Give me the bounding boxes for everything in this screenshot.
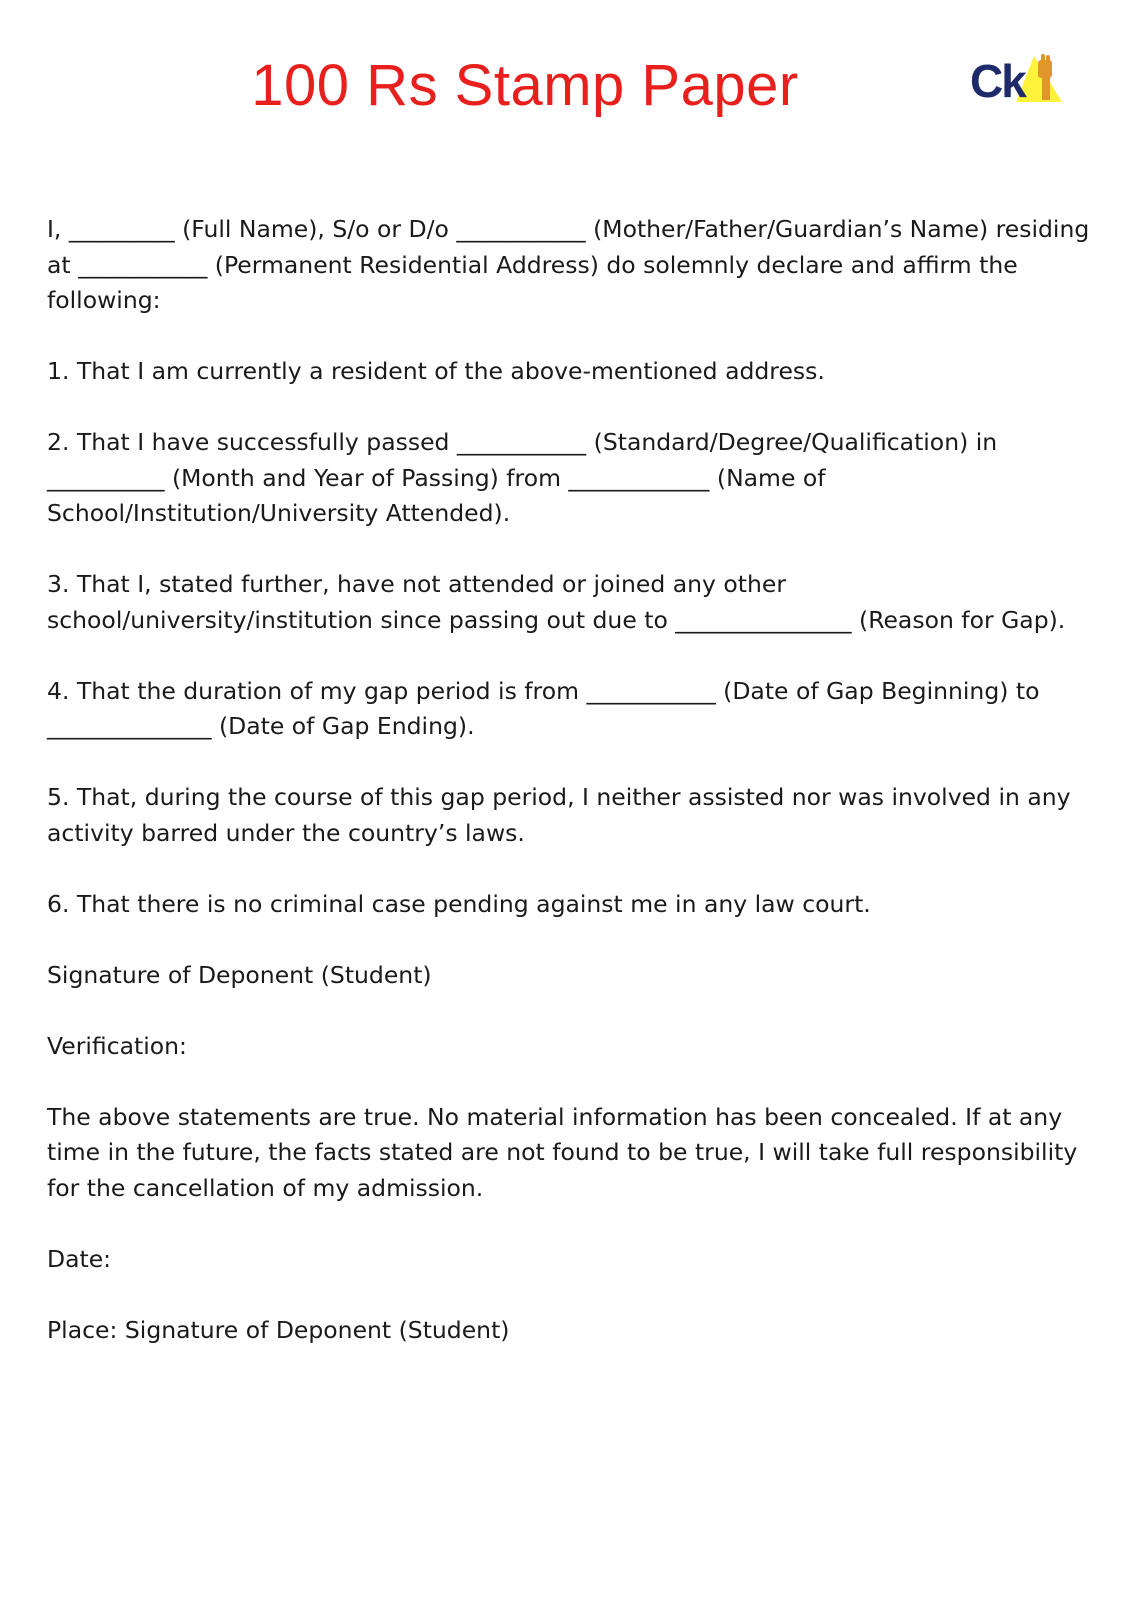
point-6: 6. That there is no criminal case pending against me in any law court. <box>47 889 871 918</box>
affidavit-body <box>47 212 1097 1384</box>
signature-line: Signature of Deponent (Student) <box>47 960 432 989</box>
point-3: 3. That I, stated further, have not attended or joined any other school/university/institution since passing out due to _______________ (Reason for Gap). <box>47 570 1066 634</box>
brand-logo <box>970 50 1065 110</box>
place-signature: Place: Signature of Deponent (Student) <box>47 1315 510 1344</box>
point-2: 2. That I have successfully passed ___________ (Standard/Degree/Qualification) in __________ (Month and Year of Passing) from ____________ (Name of School/Institution/University Attended). <box>47 428 998 527</box>
page-title: 100 Rs Stamp Paper <box>251 53 799 118</box>
intro-paragraph: I, _________ (Full Name), S/o or D/o ___________ (Mother/Father/Guardian’s Name) residing at ___________ (Permanent Residential Address) do solemnly declare and affirm the following: <box>47 215 1090 314</box>
verification-text: The above statements are true. No material information has been concealed. If at any time in the future, the facts stated are not found to be true, I will take full responsibility for the cancellation of my admission. <box>47 1102 1078 1202</box>
point-1: 1. That I am currently a resident of the above-mentioned address. <box>47 357 825 385</box>
logo-text: Ck <box>970 55 1025 107</box>
point-4: 4. That the duration of my gap period is from ___________ (Date of Gap Beginning) to ______________ (Date of Gap Ending). <box>47 676 1040 740</box>
point-5: 5. That, during the course of this gap period, I neither assisted nor was involved in any activity barred under the country’s laws. <box>47 783 1071 847</box>
verification-heading: Verification: <box>47 1031 187 1060</box>
date-label: Date: <box>47 1244 112 1273</box>
